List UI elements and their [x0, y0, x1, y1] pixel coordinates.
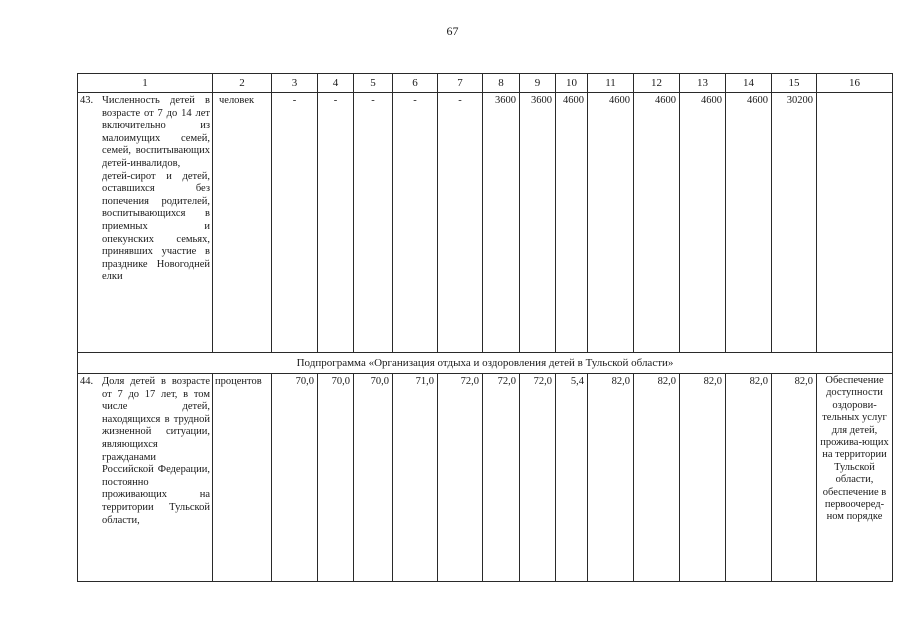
header-cell: 4: [318, 74, 354, 93]
header-cell: 15: [772, 74, 817, 93]
value-cell: 70,0: [272, 374, 318, 582]
header-cell: 11: [588, 74, 634, 93]
value-cell: 30200: [772, 93, 817, 353]
value-cell: 72,0: [520, 374, 556, 582]
value-cell: -: [318, 93, 354, 353]
row-number: 44.: [80, 376, 94, 387]
table-row: [78, 93, 893, 353]
indicators-table: [77, 73, 893, 582]
value-cell: 72,0: [483, 374, 520, 582]
value-cell: 71,0: [393, 374, 438, 582]
subprogram-title: Подпрограмма «Организация отдыха и оздоровления детей в Тульской области»: [78, 353, 893, 374]
value-cell: 4600: [680, 93, 726, 353]
header-row: [78, 74, 893, 93]
value-cell: -: [354, 93, 393, 353]
unit-cell: процентов: [213, 374, 272, 582]
header-cell: 13: [680, 74, 726, 93]
header-cell: 5: [354, 74, 393, 93]
value-cell: 3600: [483, 93, 520, 353]
page-number: 67: [446, 24, 459, 38]
value-cell: 82,0: [726, 374, 772, 582]
header-cell: 7: [438, 74, 483, 93]
value-cell: -: [393, 93, 438, 353]
value-cell: 4600: [726, 93, 772, 353]
value-cell: 70,0: [354, 374, 393, 582]
indicator-name: Численность детей в возрасте от 7 до 14 лет включительно из малоимущих семей, семей, воспитывающих детей-инвалидов, детей-сирот и детей, оставшихся без попечения родителей, воспитывающихся в приемных и опекунских семьях, принявших участие в празднике Новогодней елки: [102, 95, 210, 283]
value-cell: 3600: [520, 93, 556, 353]
header-cell: 14: [726, 74, 772, 93]
header-cell: 3: [272, 74, 318, 93]
header-cell: 1: [78, 74, 213, 93]
value-cell: 82,0: [772, 374, 817, 582]
value-cell: 4600: [588, 93, 634, 353]
subprogram-row: [78, 353, 893, 374]
header-cell: 8: [483, 74, 520, 93]
header-cell: 12: [634, 74, 680, 93]
value-cell: 82,0: [680, 374, 726, 582]
value-cell: -: [272, 93, 318, 353]
indicator-name-cell: [78, 374, 213, 582]
value-cell: 72,0: [438, 374, 483, 582]
value-cell: 4600: [634, 93, 680, 353]
note-cell: [817, 93, 893, 353]
value-cell: 4600: [556, 93, 588, 353]
value-cell: -: [438, 93, 483, 353]
header-cell: 10: [556, 74, 588, 93]
value-cell: 82,0: [634, 374, 680, 582]
header-cell: 6: [393, 74, 438, 93]
value-cell: 70,0: [318, 374, 354, 582]
header-cell: 9: [520, 74, 556, 93]
header-cell: 2: [213, 74, 272, 93]
value-cell: 82,0: [588, 374, 634, 582]
note-cell: Обеспечение доступности оздорови-тельных услуг для детей, прожива-ющих на территории Тульской области, обеспечение в первоочеред-ном порядке: [817, 374, 893, 582]
table-row: [78, 374, 893, 582]
indicator-name-cell: [78, 93, 213, 353]
header-cell: 16: [817, 74, 893, 93]
value-cell: 5,4: [556, 374, 588, 582]
unit-cell: человек: [213, 93, 272, 353]
row-number: 43.: [80, 95, 94, 106]
indicator-name: Доля детей в возрасте от 7 до 17 лет, в том числе детей, находящихся в трудной жизненной ситуации, являющихся гражданами Российской Федерации, постоянно проживающих на территории Тульской области,: [102, 376, 210, 526]
